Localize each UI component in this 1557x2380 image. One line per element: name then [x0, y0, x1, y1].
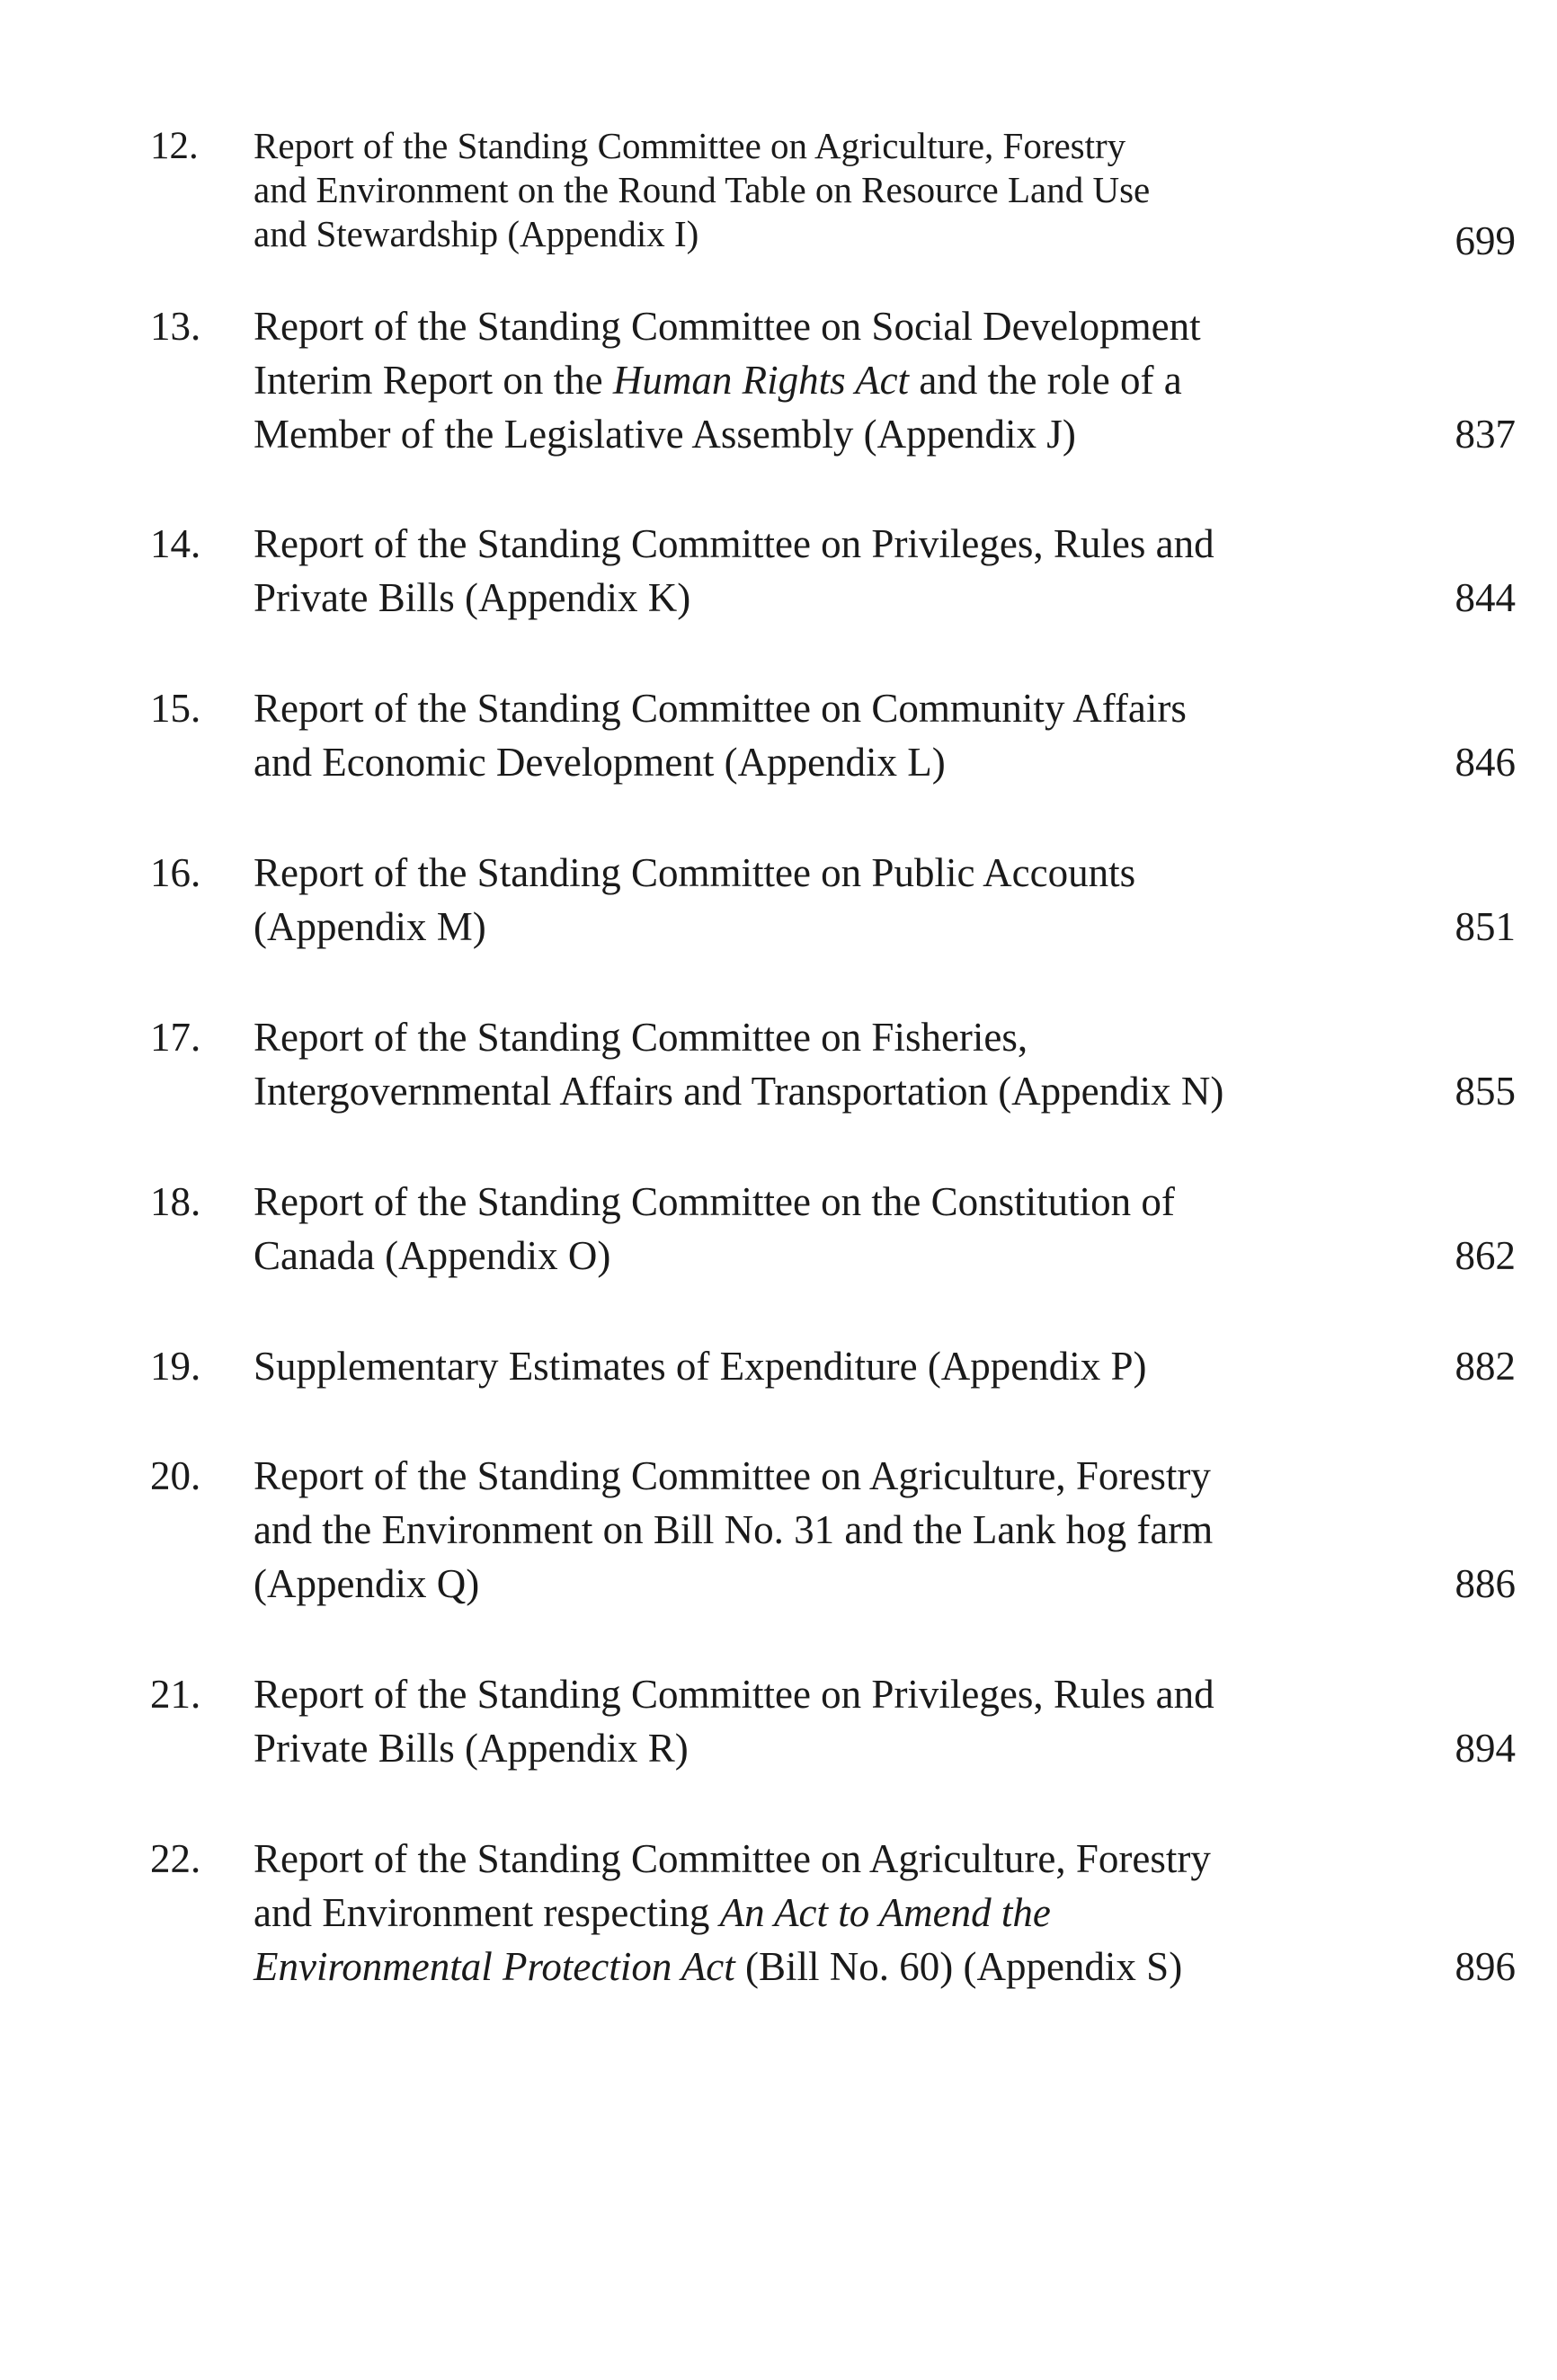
title-segment: Report of the Standing Committee on Agriculture, Forestry	[254, 1453, 1211, 1498]
title-segment: and the role of a	[909, 358, 1182, 403]
entry-title-line	[254, 1667, 1214, 1721]
entry-title	[254, 299, 1201, 461]
title-segment: Report of the Standing Committee on Community Affairs	[254, 686, 1187, 731]
title-segment: Report of the Standing Committee on Agriculture, Forestry	[254, 1836, 1211, 1881]
entry-title	[254, 517, 1214, 625]
entry-title-line	[254, 1339, 1147, 1393]
title-segment: Report of the Standing Committee on Fisheries,	[254, 1015, 1028, 1060]
entry-title-line	[254, 299, 1201, 353]
title-segment: Canada (Appendix O)	[254, 1233, 611, 1278]
entry-title-line	[254, 212, 1150, 256]
title-segment: Report of the Standing Committee on Social Development	[254, 304, 1201, 349]
entry-title-line	[254, 571, 1214, 625]
entry-number: 12.	[150, 125, 199, 167]
entry-page-number: 844	[1455, 575, 1516, 620]
entry-number: 15.	[150, 686, 201, 731]
entry-title-line	[254, 1503, 1213, 1557]
entry-number: 18.	[150, 1179, 201, 1224]
entry-title	[254, 124, 1150, 256]
entry-title-line	[254, 1449, 1213, 1503]
entry-page-number: 699	[1455, 218, 1516, 263]
title-segment: Intergovernmental Affairs and Transportation (Appendix N)	[254, 1069, 1224, 1114]
entry-page-number: 862	[1455, 1233, 1516, 1278]
title-segment: and Economic Development (Appendix L)	[254, 740, 946, 785]
entry-number: 20.	[150, 1453, 201, 1498]
title-segment: and Stewardship (Appendix I)	[254, 213, 699, 254]
italic-title-segment: An Act to Amend the	[719, 1890, 1051, 1935]
italic-title-segment: Human Rights Act	[612, 358, 910, 403]
entry-title	[254, 1667, 1214, 1775]
title-segment: Report of the Standing Committee on Agriculture, Forestry	[254, 125, 1126, 166]
entry-title-line	[254, 517, 1214, 571]
title-segment: and the Environment on Bill No. 31 and the Lank hog farm	[254, 1507, 1214, 1552]
title-segment: and Environment respecting	[254, 1890, 720, 1935]
entry-number: 13.	[150, 304, 201, 349]
entry-title	[254, 1010, 1223, 1118]
title-segment: Report of the Standing Committee on Privileges, Rules and	[254, 521, 1214, 566]
entry-title-line	[254, 1175, 1175, 1229]
entry-title	[254, 846, 1135, 954]
title-segment: (Appendix M)	[254, 904, 486, 949]
title-segment: Report of the Standing Committee on the Constitution of	[254, 1179, 1175, 1224]
entry-title	[254, 1175, 1175, 1283]
title-segment: (Appendix Q)	[254, 1561, 480, 1606]
entry-page-number: 851	[1455, 904, 1516, 949]
entry-page-number: 855	[1455, 1069, 1516, 1114]
title-segment: Member of the Legislative Assembly (Appendix J)	[254, 412, 1076, 457]
entry-number: 16.	[150, 850, 201, 895]
title-segment: (Bill No. 60) (Appendix S)	[734, 1944, 1183, 1989]
entry-title-line	[254, 900, 1135, 954]
entry-title-line	[254, 1229, 1175, 1283]
title-segment: Private Bills (Appendix K)	[254, 575, 691, 620]
entry-number: 21.	[150, 1672, 201, 1717]
entry-title-line	[254, 168, 1150, 212]
entry-number: 19.	[150, 1344, 201, 1389]
entry-title-line	[254, 1064, 1223, 1118]
title-segment: Report of the Standing Committee on Privileges, Rules and	[254, 1672, 1214, 1717]
entry-title-line	[254, 1557, 1213, 1611]
entry-title-line	[254, 1721, 1214, 1775]
entry-title	[254, 681, 1187, 789]
title-segment: Supplementary Estimates of Expenditure (Appendix P)	[254, 1344, 1147, 1389]
entry-title-line	[254, 407, 1201, 461]
title-segment: and Environment on the Round Table on Resource Land Use	[254, 169, 1151, 210]
entry-title-line	[254, 124, 1150, 168]
title-segment: Interim Report on the	[254, 358, 613, 403]
entry-title	[254, 1339, 1147, 1393]
entry-title-line	[254, 1940, 1211, 1994]
title-segment: Report of the Standing Committee on Public Accounts	[254, 850, 1136, 895]
entry-number: 17.	[150, 1015, 201, 1060]
entry-title-line	[254, 681, 1187, 735]
entry-title-line	[254, 353, 1201, 407]
entry-title	[254, 1449, 1213, 1611]
italic-title-segment: Environmental Protection Act	[254, 1944, 735, 1989]
entry-title-line	[254, 1010, 1223, 1064]
entry-page-number: 846	[1455, 740, 1516, 785]
entry-page-number: 886	[1455, 1561, 1516, 1606]
entry-page-number: 882	[1455, 1344, 1516, 1389]
entry-title-line	[254, 1832, 1211, 1886]
entry-title-line	[254, 735, 1187, 789]
entry-title-line	[254, 1886, 1211, 1940]
entry-title	[254, 1832, 1211, 1994]
entry-number: 14.	[150, 521, 201, 566]
entry-title-line	[254, 846, 1135, 900]
entry-number: 22.	[150, 1836, 201, 1881]
entry-page-number: 894	[1455, 1726, 1516, 1771]
title-segment: Private Bills (Appendix R)	[254, 1726, 689, 1771]
entry-page-number: 896	[1455, 1944, 1516, 1989]
entry-page-number: 837	[1455, 412, 1516, 457]
